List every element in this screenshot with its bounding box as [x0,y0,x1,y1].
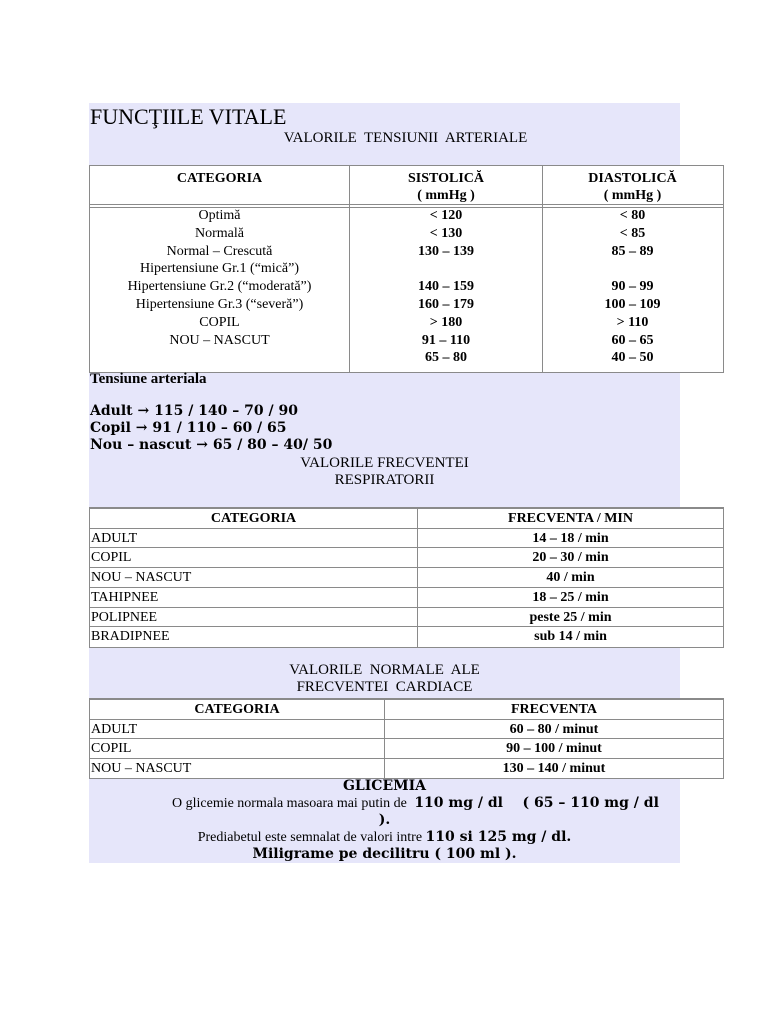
category-cell: COPIL [199,314,240,330]
glicemia-line2 [89,829,680,846]
diastolic-cell: 90 – 99 [611,279,654,295]
tension-heading: VALORILE TENSIUNII ARTERIALE [283,130,528,146]
resp-value: 18 – 25 / min [532,589,609,605]
diastolic-cell: 85 – 89 [611,243,654,259]
resp-value: 40 / min [546,570,595,586]
header-systolic-unit: ( mmHg ) [417,188,475,203]
diastolic-cell: < 85 [619,225,646,241]
header-diastolic-label: DIASTOLICĂ [588,171,677,186]
cardiac-table [89,698,724,779]
table-row [90,738,723,758]
category-cell: NOU – NASCUT [169,332,270,348]
page-title: FUNCŢIILE VITALE [90,104,287,129]
diastolic-cell: 100 – 109 [604,296,661,312]
cardio-header-frequency: FRECVENTA [510,702,598,717]
header-systolic-label: SISTOLICĂ [407,171,484,186]
systolic-column [350,207,542,372]
diastolic-cell: < 80 [619,208,646,223]
systolic-cell [350,260,542,278]
category-column [90,207,349,372]
systolic-cell: 130 – 139 [418,243,474,259]
cardio-category: NOU – NASCUT [91,761,192,777]
resp-value: peste 25 / min [529,609,612,625]
cardio-heading-line1: VALORILE NORMALE ALE [289,662,480,678]
cardio-category: COPIL [91,741,132,757]
resp-category: COPIL [91,550,132,566]
glicemia-line1-text: O glicemie normala masoara mai putin de [172,796,407,811]
arterial-label: Tensiune arteriala [90,371,207,387]
resp-header-frequency: FRECVENTA / MIN [508,511,633,526]
diastolic-cell: 60 – 65 [611,332,654,348]
category-cell: Normală [195,225,244,241]
resp-category: POLIPNEE [91,609,158,625]
glicemia-line2-bold: 110 si 125 mg / dl. [425,829,572,845]
table-row [90,547,723,567]
systolic-cell: < 120 [429,208,463,223]
table-row [90,587,723,607]
diastolic-cell: 40 – 50 [611,350,654,366]
blood-pressure-table [89,165,724,373]
cardio-value: 90 – 100 / minut [506,741,602,757]
diastolic-column [543,207,722,372]
table-row [90,758,723,778]
cardio-value: 130 – 140 / minut [502,761,606,777]
arterial-copil: Copil → 91 / 110 – 60 / 65 [90,420,287,436]
resp-value: 20 – 30 / min [532,550,609,566]
resp-category: BRADIPNEE [91,629,170,645]
resp-category: NOU – NASCUT [91,570,192,586]
glicemia-line1-bold: 110 mg / dl [414,795,503,811]
glicemia-heading: GLICEMIA [342,778,427,794]
header-diastolic-unit: ( mmHg ) [603,188,662,203]
resp-heading-line1: VALORILE FRECVENTEI [300,455,469,471]
cardio-header-category: CATEGORIA [194,702,280,717]
table-row [90,719,723,739]
diastolic-cell: > 110 [616,314,649,330]
cardio-heading-line2: FRECVENTEI CARDIACE [296,679,473,695]
glicemia-line3: Miligrame pe decilitru ( 100 ml ). [252,846,517,862]
arterial-adult: Adult → 115 / 140 – 70 / 90 [90,403,298,419]
table-row [90,626,723,646]
diastolic-cell [543,260,722,278]
resp-value: sub 14 / min [534,629,607,645]
systolic-cell: 160 – 179 [418,296,474,312]
header-category-label: CATEGORIA [176,171,263,186]
systolic-cell: > 180 [429,314,463,330]
cardio-category: ADULT [91,721,138,737]
resp-heading-line2: RESPIRATORII [334,472,435,488]
resp-header-category: CATEGORIA [210,511,297,526]
category-cell: Normal – Crescută [166,243,273,259]
glicemia-line1 [172,795,659,812]
table-header-row [90,699,723,719]
table-header-row [90,508,723,528]
respiratory-table [89,507,724,648]
table-row [90,607,723,627]
category-cell: Optimă [198,208,241,223]
glicemia-line1-end: ). [378,812,391,828]
systolic-cell: 91 – 110 [421,332,471,348]
systolic-cell: 140 – 159 [418,279,474,295]
resp-category: ADULT [91,530,138,546]
systolic-cell: < 130 [429,225,463,241]
category-cell: Hipertensiune Gr.1 (“mică”) [140,261,299,277]
table-row [90,567,723,587]
category-cell: Hipertensiune Gr.3 (“severă”) [135,296,304,312]
cardio-value: 60 – 80 / minut [509,721,599,737]
glicemia-line2-text: Prediabetul este semnalat de valori intre [197,830,423,845]
category-cell: Hipertensiune Gr.2 (“moderată”) [127,279,312,295]
arterial-nou-nascut: Nou – nascut → 65 / 80 – 40/ 50 [90,437,333,453]
table-row [90,528,723,548]
resp-value: 14 – 18 / min [532,530,609,546]
resp-category: TAHIPNEE [91,589,159,605]
systolic-cell: 65 – 80 [425,350,467,366]
glicemia-line1-range: ( 65 – 110 mg / dl [522,795,659,811]
